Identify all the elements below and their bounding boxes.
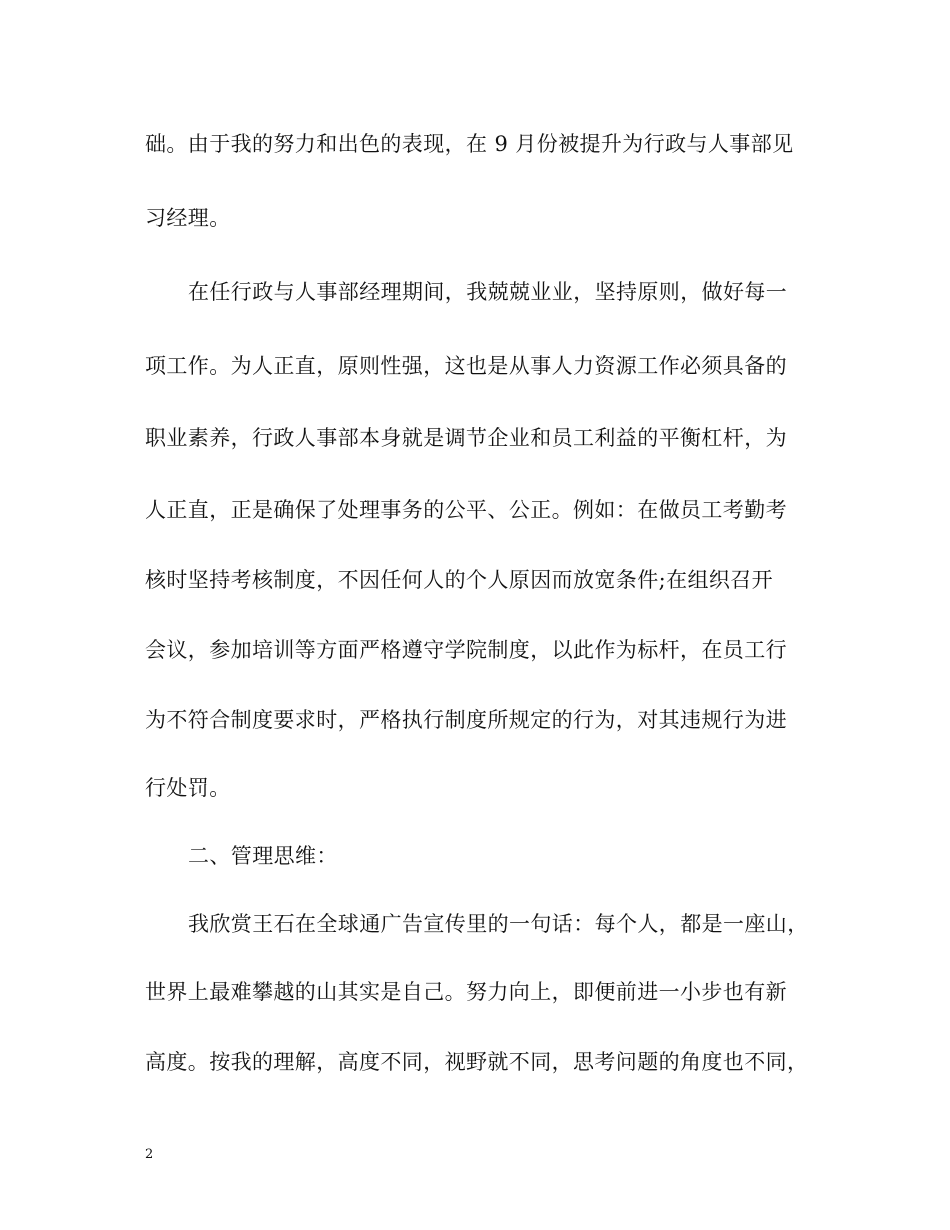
- text-line: 行处罚。: [145, 776, 231, 800]
- text-line: 础。由于我的努力和出色的表现，在 9 月份被提升为行政与人事部见: [145, 132, 794, 156]
- text-line: 高度。按我的理解，高度不同，视野就不同，思考问题的角度也不同，: [145, 1050, 809, 1074]
- text-line: 项工作。为人正直，原则性强，这也是从事人力资源工作必须具备的: [145, 354, 787, 378]
- text-line: 核时坚持考核制度，不因任何人的个人原因而放宽条件;在组织召开: [145, 568, 774, 592]
- text-line: 习经理。: [145, 206, 231, 230]
- text-line: 人正直，正是确保了处理事务的公平、公正。例如：在做员工考勤考: [145, 498, 787, 522]
- section-heading: 二、管理思维：: [188, 844, 338, 868]
- text-line: 世界上最难攀越的山其实是自己。努力向上，即便前进一小步也有新: [145, 980, 787, 1004]
- page-number: 2: [145, 1147, 154, 1162]
- paragraph-start-line: 在任行政与人事部经理期间，我兢兢业业，坚持原则，做好每一: [188, 280, 788, 304]
- text-line: 会议，参加培训等方面严格遵守学院制度，以此作为标杆，在员工行: [145, 638, 787, 662]
- text-line: 职业素养，行政人事部本身就是调节企业和员工利益的平衡杠杆，为: [145, 426, 787, 450]
- paragraph-start-line: 我欣赏王石在全球通广告宣传里的一句话：每个人，都是一座山，: [188, 912, 809, 936]
- text-line: 为不符合制度要求时，严格执行制度所规定的行为，对其违规行为进: [145, 708, 787, 732]
